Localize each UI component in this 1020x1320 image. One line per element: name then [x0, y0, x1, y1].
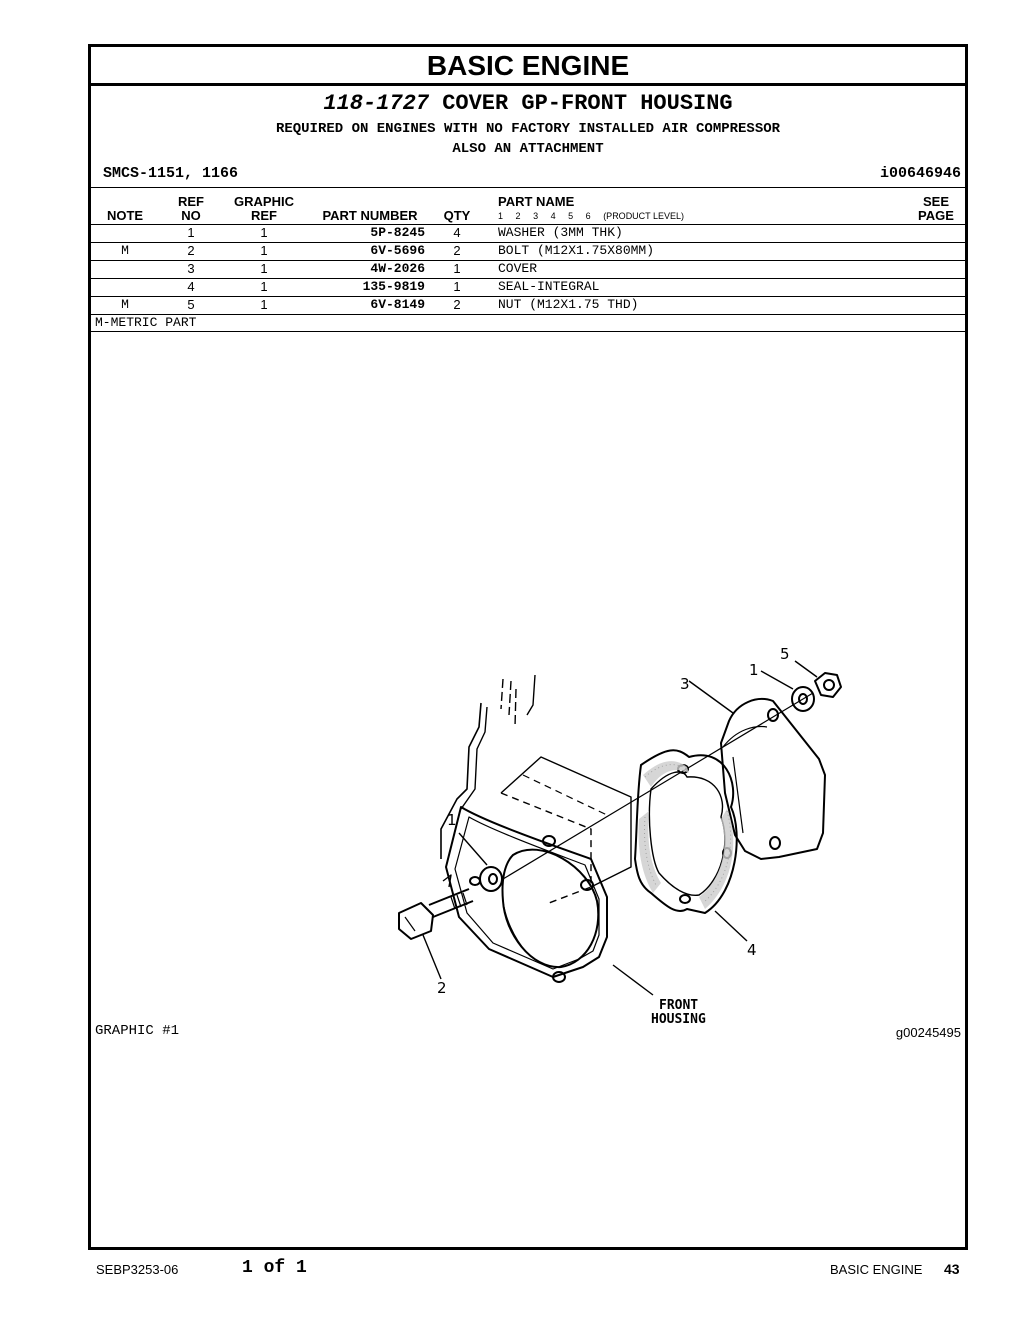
row-part-name: BOLT (M12X1.75X80MM) [498, 243, 655, 258]
metric-footnote: M-METRIC PART [95, 315, 197, 330]
callout-3: 3 [680, 675, 690, 693]
row-part-name: WASHER (3MM THK) [498, 225, 623, 240]
header-qty: QTY [443, 208, 471, 223]
front-housing-label-line1: FRONT [659, 998, 699, 1013]
row-graphic-ref: 1 [260, 279, 268, 294]
level-2: 2 [515, 211, 521, 221]
callout-4: 4 [747, 941, 757, 959]
row-ref: 2 [187, 243, 195, 258]
page-of: 1 of 1 [242, 1258, 307, 1278]
header-graphic-bottom: REF [251, 208, 277, 223]
row-part-name: NUT (M12X1.75 THD) [498, 297, 639, 312]
row-qty: 2 [453, 243, 461, 258]
row-note: M [121, 297, 129, 312]
row-note [103, 224, 147, 242]
group-note-required: REQUIRED ON ENGINES WITH NO FACTORY INSTALLED AIR COMPRESSOR [275, 121, 781, 137]
callout-1-lower: 1 [447, 811, 457, 829]
footer-section: BASIC ENGINE [830, 1262, 923, 1277]
page-number: 43 [944, 1261, 960, 1277]
header-divider-top [91, 187, 965, 188]
row-qty: 1 [453, 261, 461, 276]
row-ref: 3 [187, 261, 195, 276]
graphic-id: g00245495 [895, 1025, 961, 1040]
header-part-name: PART NAME [498, 194, 575, 209]
row-qty: 2 [453, 297, 461, 312]
product-levels [498, 211, 694, 221]
header-ref-bottom: NO [181, 208, 201, 223]
front-housing-label-line2: HOUSING [651, 1012, 706, 1027]
row-graphic-ref: 1 [260, 243, 268, 258]
level-3: 3 [533, 211, 539, 221]
row-graphic-ref: 1 [260, 225, 268, 240]
header-graphic-top: GRAPHIC [234, 194, 294, 209]
row-part-number: 6V-8149 [370, 297, 425, 312]
exploded-view-drawing [291, 597, 871, 1037]
level-6: 6 [585, 211, 591, 221]
level-5: 5 [568, 211, 574, 221]
row-part-number: 5P-8245 [370, 225, 425, 240]
callout-5: 5 [780, 645, 790, 663]
graphic-label: GRAPHIC #1 [95, 1023, 180, 1039]
callout-2: 2 [437, 979, 447, 997]
row-qty: 4 [453, 225, 461, 240]
page-frame [88, 44, 968, 1250]
header-part-number: PART NUMBER [322, 208, 418, 223]
group-number: 118-1727 [323, 91, 429, 116]
section-title: BASIC ENGINE [91, 47, 965, 86]
row-note [103, 278, 147, 296]
row-part-name: SEAL-INTEGRAL [498, 279, 600, 294]
level-1: 1 [498, 211, 504, 221]
row-part-number: 135-9819 [362, 279, 425, 294]
footnote-divider [91, 331, 965, 332]
row-graphic-ref: 1 [260, 297, 268, 312]
row-ref: 4 [187, 279, 195, 294]
row-note: M [121, 243, 129, 258]
header-ref-top: REF [178, 194, 204, 209]
header-see-bottom: PAGE [918, 208, 954, 223]
row-divider [91, 314, 965, 315]
header-see-top: SEE [922, 194, 949, 209]
row-part-number: 6V-5696 [370, 243, 425, 258]
illustration-id: i00646946 [879, 165, 961, 182]
level-4: 4 [550, 211, 556, 221]
row-qty: 1 [453, 279, 461, 294]
callout-1-upper: 1 [749, 661, 759, 679]
smcs-codes: SMCS-1151, 1166 [103, 165, 239, 182]
row-ref: 5 [187, 297, 195, 312]
product-level-label: (PRODUCT LEVEL) [603, 211, 685, 221]
group-note-attachment: ALSO AN ATTACHMENT [452, 141, 604, 157]
row-note [103, 260, 147, 278]
header-note: NOTE [106, 208, 144, 223]
row-graphic-ref: 1 [260, 261, 268, 276]
doc-number: SEBP3253-06 [96, 1262, 179, 1277]
row-part-number: 4W-2026 [370, 261, 425, 276]
row-ref: 1 [187, 225, 195, 240]
row-part-name: COVER [498, 261, 538, 276]
group-heading [91, 91, 965, 116]
group-name: COVER GP-FRONT HOUSING [442, 91, 733, 116]
